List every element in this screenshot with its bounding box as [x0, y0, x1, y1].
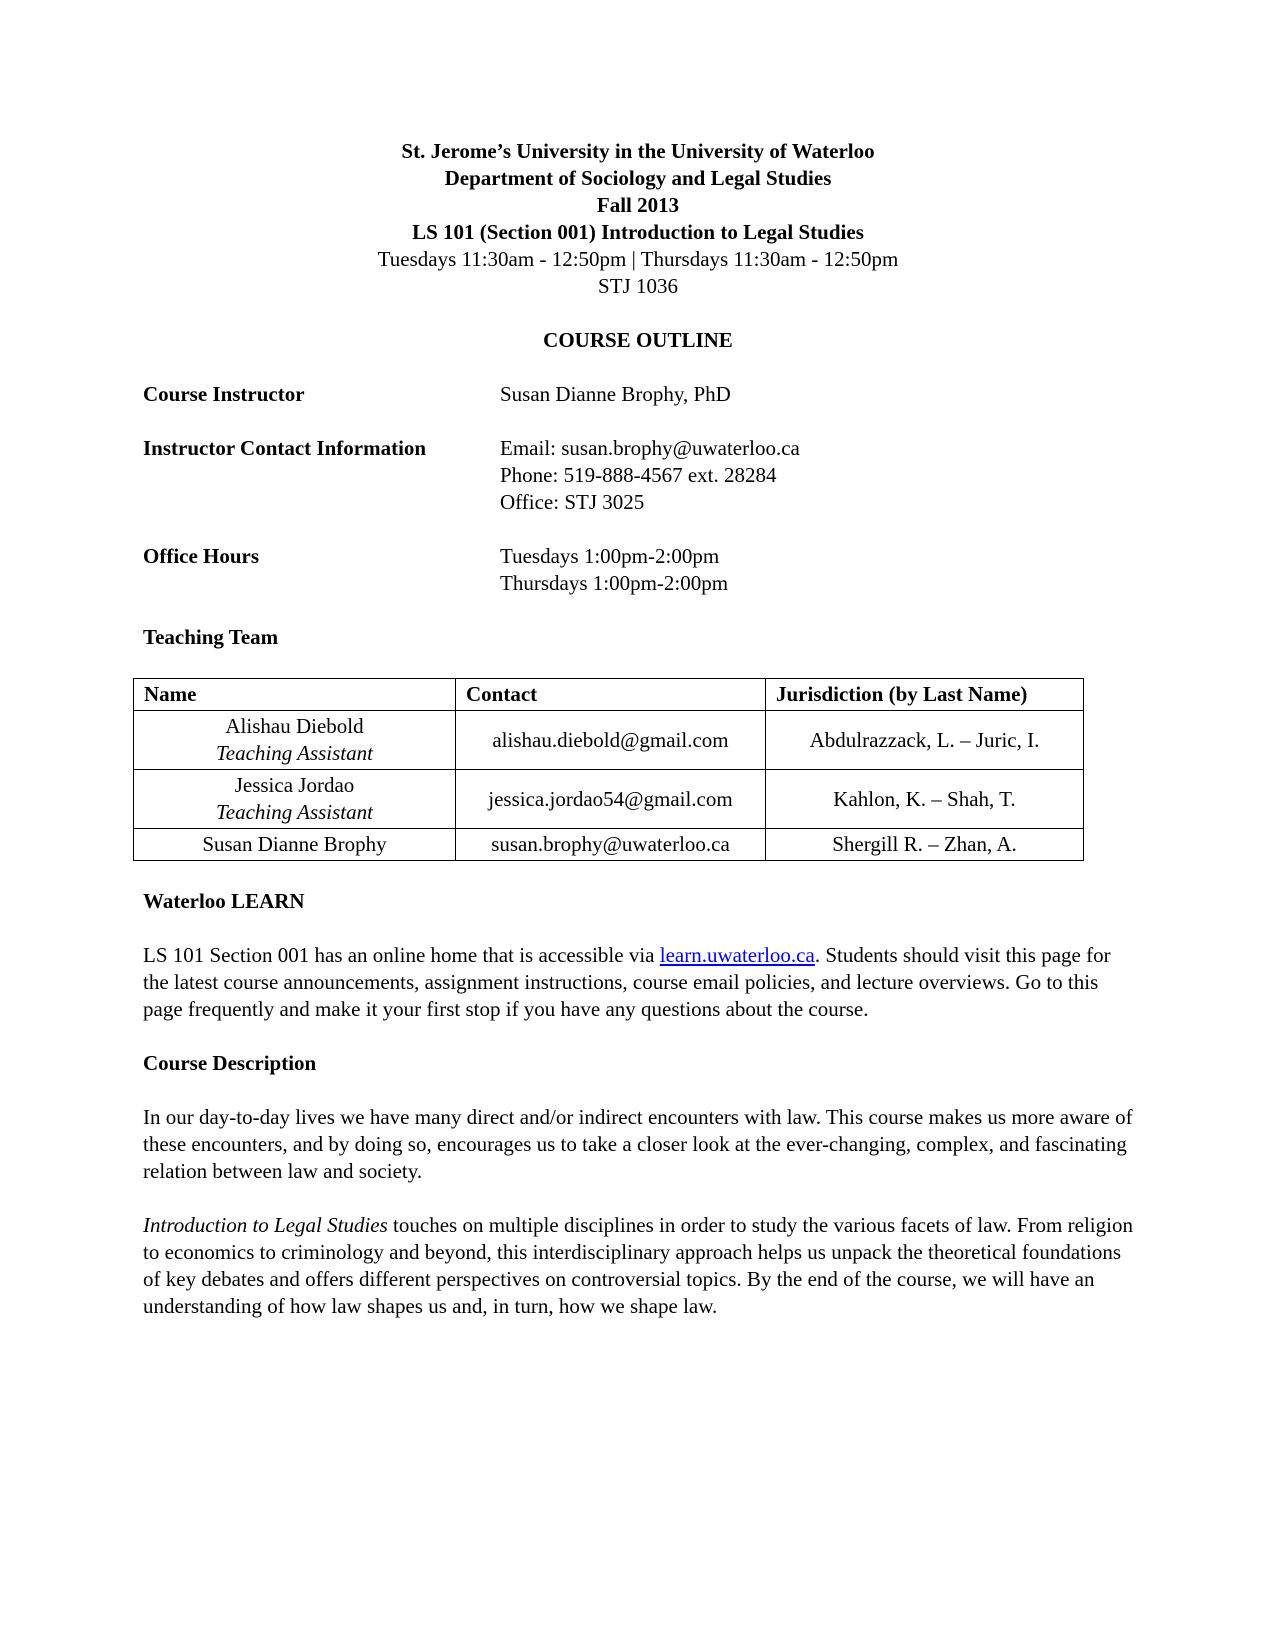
table-row-brophy — [134, 829, 1084, 861]
course-description-paragraph-2 — [143, 1212, 1133, 1320]
cell-name — [134, 711, 456, 770]
contact-office-line: Office: STJ 3025 — [500, 490, 645, 514]
cell-name — [134, 829, 456, 861]
instructor-name: Susan Dianne Brophy, PhD — [500, 382, 731, 406]
course-outline-title: COURSE OUTLINE — [543, 328, 733, 352]
table-row-diebold — [134, 711, 1084, 770]
header-schedule-line: Tuesdays 11:30am - 12:50pm | Thursdays 11:30am - 12:50pm — [377, 247, 899, 271]
cell-jurisdiction: Kahlon, K. – Shah, T. — [766, 770, 1084, 829]
header-term-line: Fall 2013 — [596, 193, 680, 217]
ta-name: Alishau Diebold — [225, 714, 364, 738]
ta-name: Susan Dianne Brophy — [202, 832, 387, 856]
cell-contact: jessica.jordao54@gmail.com — [456, 770, 766, 829]
learn-text-before-link: LS 101 Section 001 has an online home that is accessible via — [143, 943, 660, 967]
contact-email-line: Email: susan.brophy@uwaterloo.ca — [500, 436, 800, 460]
cell-contact: alishau.diebold@gmail.com — [456, 711, 766, 770]
course-description-paragraph-2-rest: touches on multiple disciplines in order to study the various facets of law. From religion to economics to criminology and beyond, this interdisciplinary approach helps us unpack the theoretical foundations of key debates and offers different perspectives on controversial topics. By the end of the course, we will have an understanding of how law shapes us and, in turn, how we shape law. — [143, 1213, 1133, 1318]
learn-paragraph — [143, 942, 1133, 1023]
course-description-paragraph-1: In our day-to-day lives we have many direct and/or indirect encounters with law. This course makes us more aware of these encounters, and by doing so, encourages us to take a closer look at the ever-changing, complex, and fascinating relation between law and society. — [143, 1105, 1133, 1183]
cell-jurisdiction: Shergill R. – Zhan, A. — [766, 829, 1084, 861]
table-header-contact: Contact — [456, 679, 766, 711]
header-course-line: LS 101 (Section 001) Introduction to Legal Studies — [412, 220, 864, 244]
cell-jurisdiction: Abdulrazzack, L. – Juric, I. — [766, 711, 1084, 770]
info-value-contact-information — [500, 435, 1133, 516]
learn-link[interactable]: learn.uwaterloo.ca — [659, 943, 815, 967]
table-header-jurisdiction: Jurisdiction (by Last Name) — [766, 679, 1084, 711]
course-title-italic: Introduction to Legal Studies — [143, 1213, 388, 1237]
header-university-line: St. Jerome’s University in the University of Waterloo — [401, 139, 875, 163]
contact-phone-line: Phone: 519-888-4567 ext. 28284 — [500, 463, 777, 487]
info-label-course-instructor: Course Instructor — [143, 382, 305, 406]
ta-role: Teaching Assistant — [216, 800, 373, 824]
ta-role: Teaching Assistant — [216, 741, 373, 765]
document-header — [143, 138, 1133, 300]
table-header-name: Name — [134, 679, 456, 711]
table-row-jordao — [134, 770, 1084, 829]
section-heading-course-description: Course Description — [143, 1051, 317, 1075]
info-row-contact-information — [143, 435, 1133, 516]
info-row-course-instructor — [143, 381, 1133, 408]
table-header-row — [134, 679, 1084, 711]
teaching-team-table — [133, 678, 1084, 861]
info-label-contact-information: Instructor Contact Information — [143, 436, 427, 460]
section-heading-teaching-team: Teaching Team — [143, 625, 279, 649]
cell-contact: susan.brophy@uwaterloo.ca — [456, 829, 766, 861]
office-hours-tuesdays: Tuesdays 1:00pm-2:00pm — [500, 544, 720, 568]
header-department-line: Department of Sociology and Legal Studies — [444, 166, 832, 190]
info-value-office-hours — [500, 543, 1133, 597]
header-room-line: STJ 1036 — [598, 274, 678, 298]
info-row-office-hours — [143, 543, 1133, 597]
section-heading-waterloo-learn: Waterloo LEARN — [143, 889, 305, 913]
info-value-course-instructor — [500, 381, 1133, 408]
info-label-office-hours: Office Hours — [143, 544, 260, 568]
cell-name — [134, 770, 456, 829]
ta-name: Jessica Jordao — [234, 773, 355, 797]
learn-text-after-link: . Students should visit this page for the latest course announcements, assignment instructions, course email policies, and lecture overviews. Go to this page frequently and make it your first stop if you have any questions about the course. — [143, 943, 1111, 1021]
office-hours-thursdays: Thursdays 1:00pm-2:00pm — [500, 571, 729, 595]
